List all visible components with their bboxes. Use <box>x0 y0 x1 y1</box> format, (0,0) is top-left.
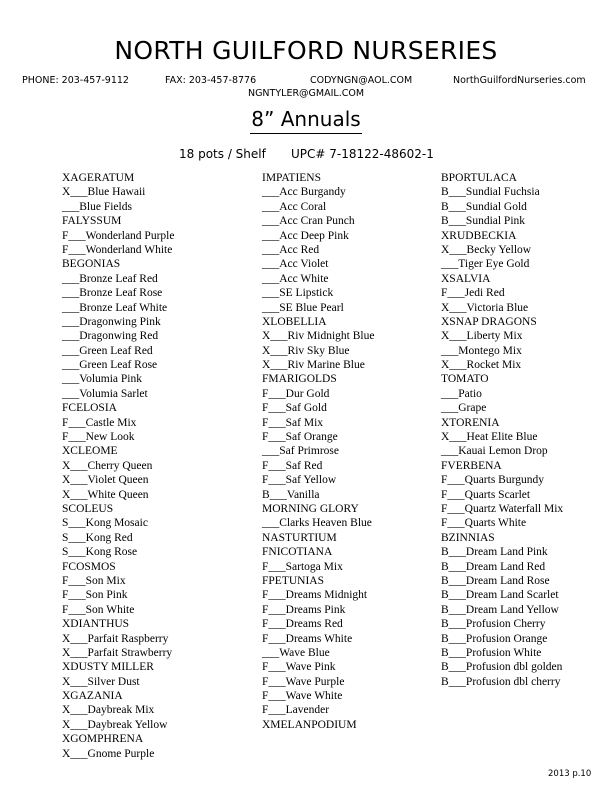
list-item: F___Quarts White <box>441 517 527 530</box>
list-item: XCLEOME <box>62 445 118 458</box>
list-item: XSALVIA <box>441 272 491 285</box>
list-item: X___Daybreak Yellow <box>62 718 168 731</box>
list-item: ___Dragonwing Red <box>62 330 159 343</box>
list-item: F___Saf Mix <box>262 416 324 429</box>
list-item: ___Volumia Sarlet <box>62 387 148 400</box>
list-item: X___Violet Queen <box>62 474 149 487</box>
list-item: F___Wave Purple <box>262 675 345 688</box>
list-item: XAGERATUM <box>62 172 135 184</box>
list-item: X___Daybreak Mix <box>62 704 155 717</box>
list-item: ___Wave Blue <box>262 646 330 659</box>
list-item: ___Bronze Leaf Rose <box>62 287 163 300</box>
list-item: ___Acc Cran Punch <box>262 215 355 228</box>
website-address: NorthGuilfordNurseries.com <box>453 75 586 86</box>
plant-list-column-2 <box>262 171 374 732</box>
list-item: F___Sartoga Mix <box>262 560 343 573</box>
list-item: X___Riv Marine Blue <box>262 359 365 372</box>
list-item: ___Green Leaf Red <box>62 344 153 357</box>
list-item: ___Grape <box>441 402 487 415</box>
list-item: ___Patio <box>441 387 482 400</box>
list-item: XDIANTHUS <box>62 618 130 631</box>
list-item: ___Acc Burgandy <box>262 186 346 199</box>
list-item: B___Sundial Pink <box>441 215 526 228</box>
page-footer: 2013 p.10 <box>548 769 592 779</box>
list-item: B___Sundial Gold <box>441 200 527 213</box>
list-item: B___Dream Land Scarlet <box>441 589 559 602</box>
list-item: F___New Look <box>62 431 135 444</box>
list-item: X___Blue Hawaii <box>62 186 146 199</box>
list-item: F___Jedi Red <box>441 287 505 300</box>
list-item: MORNING GLORY <box>262 502 359 515</box>
list-item: X___Riv Midnight Blue <box>262 330 375 343</box>
list-item: BZINNIAS <box>441 531 495 544</box>
list-item: F___Dreams Pink <box>262 603 346 616</box>
list-item: B___Dream Land Yellow <box>441 603 559 616</box>
list-item: F___Saf Orange <box>262 431 338 444</box>
list-item: F___Son Mix <box>62 574 126 587</box>
list-item: F___Saf Gold <box>262 402 327 415</box>
list-item: FVERBENA <box>441 459 502 472</box>
list-item: X___Cherry Queen <box>62 459 153 472</box>
list-item: FMARIGOLDS <box>262 373 337 386</box>
list-item: B___Dream Land Rose <box>441 574 550 587</box>
list-item: SCOLEUS <box>62 502 114 515</box>
list-item: B___Profusion Cherry <box>441 618 546 631</box>
list-item: ___Acc White <box>262 272 329 285</box>
list-item: ___SE Blue Pearl <box>262 301 344 314</box>
list-item: X___Parfait Raspberry <box>62 632 169 645</box>
list-item: ___Bronze Leaf Red <box>62 272 158 285</box>
plant-list-column-3 <box>441 171 563 689</box>
list-item: ___Acc Violet <box>262 258 329 271</box>
list-item: B___Dream Land Red <box>441 560 546 573</box>
list-item: F___Quarts Burgundy <box>441 474 544 487</box>
list-item: XLOBELLIA <box>262 315 327 328</box>
list-item: B___Profusion White <box>441 646 542 659</box>
list-item: ___Clarks Heaven Blue <box>262 517 372 530</box>
list-item: BPORTULACA <box>441 172 517 184</box>
list-item: ___Acc Deep Pink <box>262 229 349 242</box>
list-item: ___Green Leaf Rose <box>62 359 158 372</box>
list-item: XGAZANIA <box>62 690 123 703</box>
list-item: ___Acc Red <box>262 243 320 256</box>
list-item: ___Kauai Lemon Drop <box>441 445 548 458</box>
list-item: B___Profusion dbl golden <box>441 661 563 674</box>
list-item: F___Saf Yellow <box>262 474 337 487</box>
list-item: F___Son White <box>62 603 135 616</box>
list-item: FCOSMOS <box>62 560 116 573</box>
list-item: F___Dreams Red <box>262 618 343 631</box>
page-title: NORTH GUILFORD NURSERIES <box>114 36 498 65</box>
list-item: ___Blue Fields <box>62 200 132 213</box>
list-item: F___Dreams Midnight <box>262 589 368 602</box>
list-item: FPETUNIAS <box>262 574 324 587</box>
list-item: X___Becky Yellow <box>441 243 532 256</box>
list-item: ___Volumia Pink <box>62 373 142 386</box>
list-item: X___Riv Sky Blue <box>262 344 350 357</box>
heading-underline <box>250 133 362 134</box>
list-item: F___Saf Red <box>262 459 323 472</box>
list-item: X___Liberty Mix <box>441 330 523 343</box>
list-item: FALYSSUM <box>62 215 122 228</box>
list-item: ___Saf Primrose <box>262 445 339 458</box>
list-item: X___Parfait Strawberry <box>62 646 173 659</box>
list-item: ___Tiger Eye Gold <box>441 258 530 271</box>
list-item: F___Dur Gold <box>262 387 330 400</box>
list-item: F___Castle Mix <box>62 416 137 429</box>
list-item: X___Heat Elite Blue <box>441 431 538 444</box>
list-item: X___Victoria Blue <box>441 301 529 314</box>
list-item: ___SE Lipstick <box>262 287 334 300</box>
list-item: X___Gnome Purple <box>62 747 155 760</box>
list-item: F___Lavender <box>262 704 330 717</box>
list-item: XGOMPHRENA <box>62 733 144 746</box>
list-item: F___Quartz Waterfall Mix <box>441 502 564 515</box>
list-item: TOMATO <box>441 373 489 386</box>
list-item: B___Dream Land Pink <box>441 546 548 559</box>
plant-list-column-1 <box>62 171 174 761</box>
list-item: B___Vanilla <box>262 488 320 501</box>
list-item: XMELANPODIUM <box>262 718 357 731</box>
list-item: XTORENIA <box>441 416 500 429</box>
list-item: XSNAP DRAGONS <box>441 315 537 328</box>
list-item: ___Dragonwing Pink <box>62 315 161 328</box>
fax-number: FAX: 203-457-8776 <box>165 75 257 86</box>
phone-number: PHONE: 203-457-9112 <box>22 75 129 86</box>
list-item: FNICOTIANA <box>262 546 333 559</box>
list-item: F___Quarts Scarlet <box>441 488 531 501</box>
list-item: B___Profusion dbl cherry <box>441 675 561 688</box>
list-item: XRUDBECKIA <box>441 229 517 242</box>
email-address-primary: CODYNGN@AOL.COM <box>310 75 413 86</box>
list-item: BEGONIAS <box>62 258 121 271</box>
list-item: F___Wave White <box>262 690 343 703</box>
list-item: F___Dreams White <box>262 632 353 645</box>
email-address-secondary: NGNTYLER@GMAIL.COM <box>247 88 365 99</box>
list-item: F___Wonderland Purple <box>62 229 175 242</box>
pots-per-shelf: 18 pots / Shelf <box>179 147 266 161</box>
list-item: ___Acc Coral <box>262 200 327 213</box>
upc-code: UPC# 7-18122-48602-1 <box>291 147 434 161</box>
list-item: X___Silver Dust <box>62 675 140 688</box>
list-item: FCELOSIA <box>62 402 117 415</box>
list-item: S___Kong Rose <box>62 546 138 559</box>
list-item: ___Bronze Leaf White <box>62 301 168 314</box>
list-item: F___Wave Pink <box>262 661 336 674</box>
list-item: B___Profusion Orange <box>441 632 548 645</box>
list-item: B___Sundial Fuchsia <box>441 186 540 199</box>
list-item: X___White Queen <box>62 488 149 501</box>
list-item: IMPATIENS <box>262 172 322 184</box>
list-item: S___Kong Red <box>62 531 133 544</box>
list-item: ___Montego Mix <box>441 344 522 357</box>
list-item: XDUSTY MILLER <box>62 661 154 674</box>
list-item: S___Kong Mosaic <box>62 517 148 530</box>
list-item: F___Son Pink <box>62 589 128 602</box>
list-item: NASTURTIUM <box>262 531 337 544</box>
section-heading: 8” Annuals <box>251 107 361 131</box>
list-item: F___Wonderland White <box>62 243 173 256</box>
list-item: X___Rocket Mix <box>441 359 522 372</box>
